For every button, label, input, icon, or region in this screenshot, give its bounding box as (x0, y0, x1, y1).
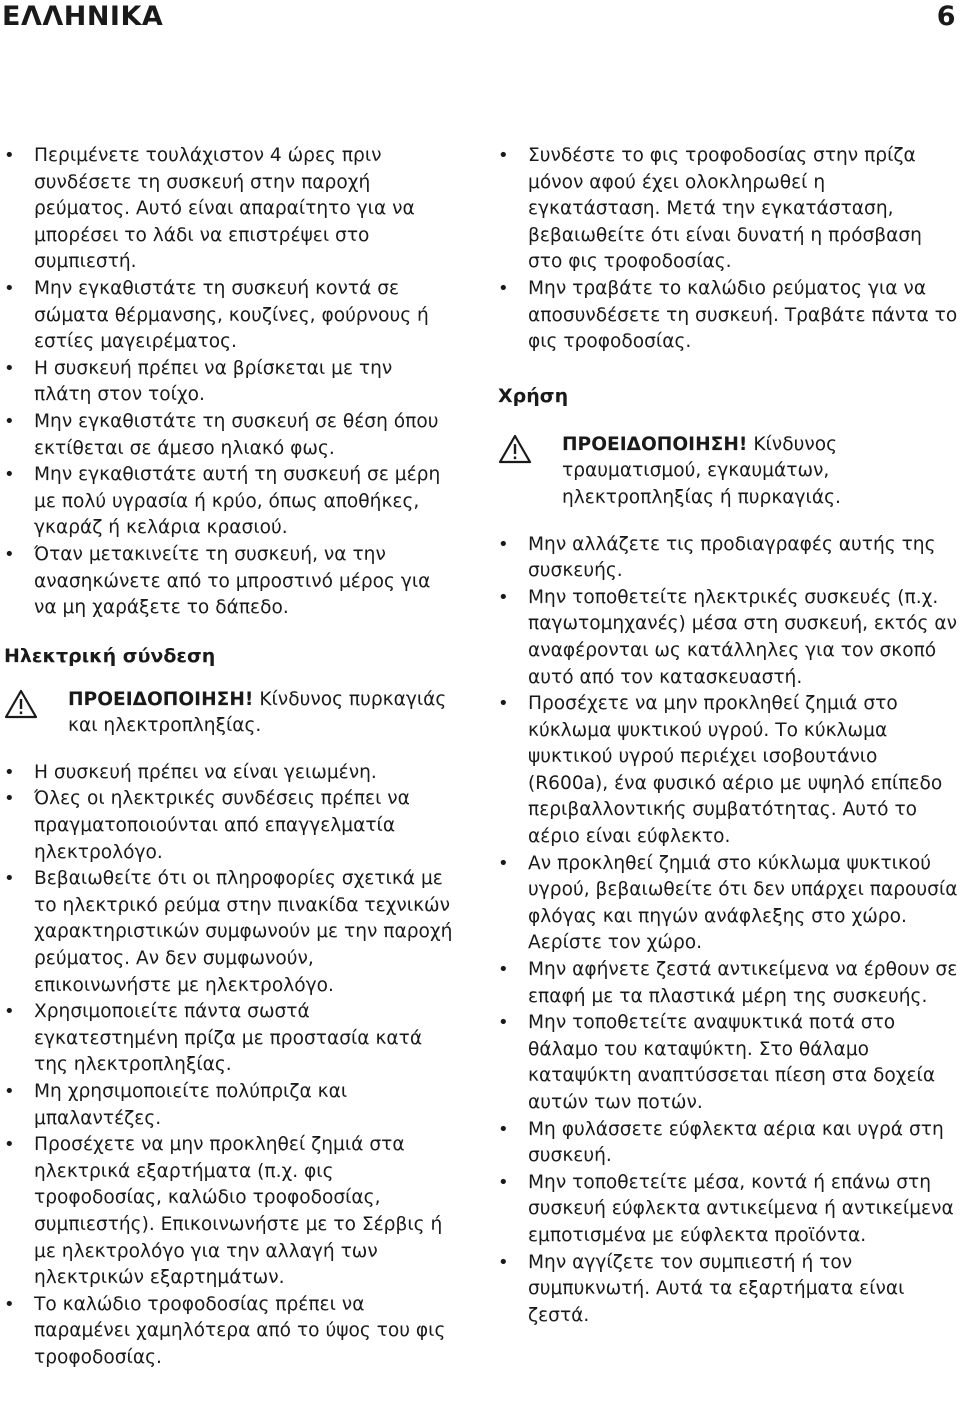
left-top-list (4, 143, 454, 622)
right-top-list (498, 143, 960, 356)
right-column (498, 143, 960, 1329)
warning-label: ΠΡΟΕΙΔΟΠΟΙΗΣΗ! (562, 433, 748, 455)
list-item: • Συνδέστε το φις τροφοδοσίας στην πρίζα μόνον αφού έχει ολοκληρωθεί η εγκατάσταση. Μετά την εγκατάσταση, βεβαιωθείτε ότι είναι δυνατή η πρόσβαση στο φις τροφοδοσίας. (498, 143, 960, 276)
list-item: • Αν προκληθεί ζημιά στο κύκλωμα ψυκτικού υγρού, βεβαιωθείτε ότι δεν υπάρχει παρουσία φλόγας και πηγών ανάφλεξης στο χώρο. Αερίστε τον χώρο. (498, 851, 960, 957)
warning-text (562, 432, 960, 512)
section-heading-electrical: Ηλεκτρική σύνδεση (4, 644, 216, 667)
list-item: • Η συσκευή πρέπει να βρίσκεται με την πλάτη στον τοίχο. (4, 356, 454, 409)
left-bottom-list (4, 760, 454, 1372)
list-item: • Μην τραβάτε το καλώδιο ρεύματος για να αποσυνδέσετε τη συσκευή. Τραβάτε πάντα το φις τροφοδοσίας. (498, 276, 960, 356)
list-item: • Μη χρησιμοποιείτε πολύπριζα και μπαλαντέζες. (4, 1079, 454, 1132)
warning-triangle-icon (4, 689, 38, 719)
list-item: • Περιμένετε τουλάχιστον 4 ώρες πριν συνδέσετε τη συσκευή στην παροχή ρεύματος. Αυτό είναι απαραίτητο για να μπορέσει το λάδι να επιστρέψει στο συμπιεστή. (4, 143, 454, 276)
list-item: • Μην τοποθετείτε ηλεκτρικές συσκευές (π.χ. παγωτομηχανές) μέσα στη συσκευή, εκτός αν αναφέρονται ως κατάλληλες για τον σκοπό αυτό από τον κατασκευαστή. (498, 585, 960, 691)
language-title: ΕΛΛΗΝΙΚΑ (2, 1, 164, 32)
warning-text (68, 687, 454, 740)
list-item: • Μην αλλάζετε τις προδιαγραφές αυτής της συσκευής. (498, 532, 960, 585)
list-item: • Μην εγκαθιστάτε τη συσκευή σε θέση όπου εκτίθεται σε άμεσο ηλιακό φως. (4, 409, 454, 462)
list-item: • Μην εγκαθιστάτε τη συσκευή κοντά σε σώματα θέρμανσης, κουζίνες, φούρνους ή εστίες μαγειρέματος. (4, 276, 454, 356)
list-item: • Όταν μετακινείτε τη συσκευή, να την ανασηκώνετε από το μπροστινό μέρος για να μη χαράξετε το δάπεδο. (4, 542, 454, 622)
warning-label: ΠΡΟΕΙΔΟΠΟΙΗΣΗ! (68, 688, 254, 710)
list-item: • Μην αφήνετε ζεστά αντικείμενα να έρθουν σε επαφή με τα πλαστικά μέρη της συσκευής. (498, 957, 960, 1010)
page-number: 6 (936, 1, 956, 32)
warning-box-use (498, 432, 960, 512)
list-item: • Μην τοποθετείτε αναψυκτικά ποτά στο θάλαμο του καταψύκτη. Στο θάλαμο καταψύκτη αναπτύσσεται πίεση στα δοχεία αυτών των ποτών. (498, 1010, 960, 1116)
warning-description: Κίνδυνος πυρκαγιάς και ηλεκτροπληξίας. (68, 688, 447, 737)
list-item: • Μην τοποθετείτε μέσα, κοντά ή επάνω στη συσκευή εύφλεκτα αντικείμενα ή αντικείμενα εμποτισμένα με εύφλεκτα προϊόντα. (498, 1170, 960, 1250)
page-header (2, 0, 956, 36)
left-column (4, 143, 454, 1372)
warning-triangle-icon (498, 434, 532, 464)
right-bottom-list (498, 532, 960, 1330)
list-item: • Μην εγκαθιστάτε αυτή τη συσκευή σε μέρη με πολύ υγρασία ή κρύο, όπως αποθήκες, γκαράζ ή κελάρια κρασιού. (4, 462, 454, 542)
list-item: • Το καλώδιο τροφοδοσίας πρέπει να παραμένει χαμηλότερα από το ύψος του φις τροφοδοσίας. (4, 1292, 454, 1372)
list-item: • Χρησιμοποιείτε πάντα σωστά εγκατεστημένη πρίζα με προστασία κατά της ηλεκτροπληξίας. (4, 999, 454, 1079)
warning-description: Κίνδυνος τραυματισμού, εγκαυμάτων, ηλεκτροπληξίας ή πυρκαγιάς. (562, 433, 841, 508)
section-heading-use: Χρήση (498, 384, 569, 407)
list-item: • Βεβαιωθείτε ότι οι πληροφορίες σχετικά με το ηλεκτρικό ρεύμα στην πινακίδα τεχνικών χαρακτηριστικών συμφωνούν με την παροχή ρεύματος. Αν δεν συμφωνούν, επικοινωνήστε με ηλεκτρολόγο. (4, 866, 454, 999)
list-item: • Όλες οι ηλεκτρικές συνδέσεις πρέπει να πραγματοποιούνται από επαγγελματία ηλεκτρολόγο. (4, 786, 454, 866)
list-item: • Προσέχετε να μην προκληθεί ζημιά στο κύκλωμα ψυκτικού υγρού. Το κύκλωμα ψυκτικού υγρού περιέχει ισοβουτάνιο (R600a), ένα φυσικό αέριο με υψηλό επίπεδο περιβαλλοντικής συμβατότητας. Αυτό το αέριο είναι εύφλεκτο. (498, 691, 960, 851)
list-item: • Μη φυλάσσετε εύφλεκτα αέρια και υγρά στη συσκευή. (498, 1117, 960, 1170)
list-item: • Μην αγγίζετε τον συμπιεστή ή τον συμπυκνωτή. Αυτά τα εξαρτήματα είναι ζεστά. (498, 1250, 960, 1330)
list-item: • Η συσκευή πρέπει να είναι γειωμένη. (4, 760, 454, 787)
warning-box-electrical (4, 687, 454, 740)
list-item: • Προσέχετε να μην προκληθεί ζημιά στα ηλεκτρικά εξαρτήματα (π.χ. φις τροφοδοσίας, καλώδιο τροφοδοσίας, συμπιεστής). Επικοινωνήστε με το Σέρβις ή με ηλεκτρολόγο για την αλλαγή των ηλεκτρικών εξαρτημάτων. (4, 1132, 454, 1292)
